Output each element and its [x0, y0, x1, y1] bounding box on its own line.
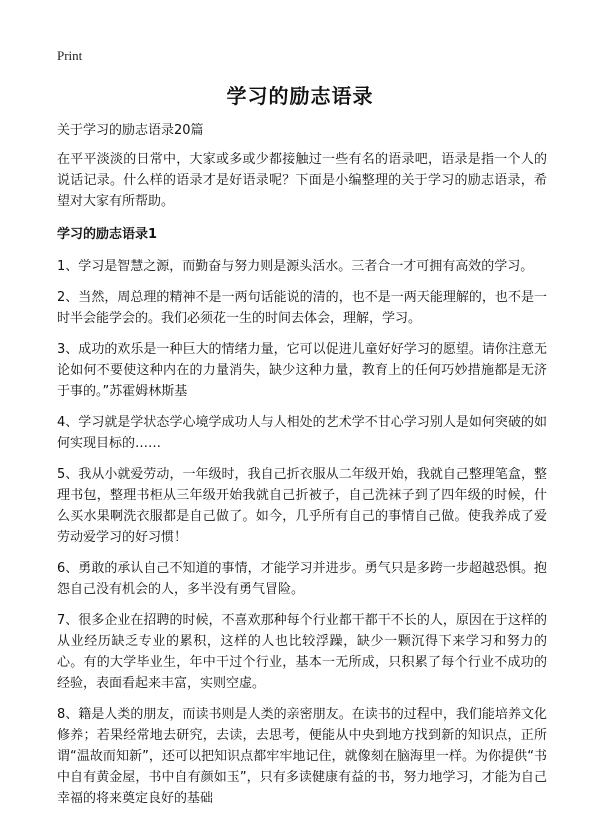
list-item: 1、学习是智慧之源，而勤奋与努力则是源头活水。三者合一才可拥有高效的学习。 — [57, 259, 534, 274]
list-item: 7、很多企业在招聘的时候，不喜欢那种每个行业都干都干不长的人，原因在于这样的从业经历缺乏专业的累积，这样的人也比较浮躁，缺少一颗沉得下来学习和努力的心。有的大学毕业生，年中干过个行业，基本一无所成，只积累了每个行业不成功的经验，表面看起来丰富，实则空虚。 — [57, 613, 547, 691]
article-body — [57, 149, 547, 819]
print-link[interactable]: Print — [57, 48, 83, 63]
subtitle: 关于学习的励志语录20篇 — [57, 123, 204, 138]
list-item: 4、学习就是学状态学心境学成功人与人相处的艺术学不甘心学习别人是如何突破的如何实现目标的…… — [57, 415, 547, 451]
list-item: 2、当然，周总理的精神不是一两句话能说的清的，也不是一两天能理解的，也不是一时半会能学会的。我们必须花一生的时间去体会，理解，学习。 — [57, 290, 547, 326]
list-item: 3、成功的欢乐是一种巨大的情绪力量，它可以促进儿童好好学习的愿望。请你注意无论如何不要使这种内在的力量消失，缺少这种力量，教育上的任何巧妙措施都是无济于事的。”苏霍姆林斯基 — [57, 342, 547, 399]
list-item: 6、勇敢的承认自己不知道的事情，才能学习并进步。勇气只是多跨一步超越恐惧。抱怨自己没有机会的人，多半没有勇气冒险。 — [57, 561, 547, 597]
list-item: 8、籍是人类的朋友，而读书则是人类的亲密朋友。在读书的过程中，我们能培养文化修养；若果经常地去研究，去读，去思考，便能从中央到地方找到新的知识点，正所谓“温故而知新”，还可以把知识点都牢牢地记住，就像刻在脑海里一样。为你提供“书中自有黄金屋，书中自有颜如玉”，只有多读健康有益的书，努力地学习，才能为自己幸福的将来奠定良好的基础 — [57, 707, 547, 806]
list-item: 5、我从小就爱劳动，一年级时，我自己折衣服从二年级开始，我就自己整理笔盒，整理书包，整理书柜从三年级开始我就自己折被子，自己洗袜子到了四年级的时候，什么买水果啊洗衣服都是自己做了。如今，几乎所有自己的事情自己做。使我养成了爱劳动爱学习的好习惯！ — [57, 467, 547, 545]
section-heading: 学习的励志语录1 — [57, 227, 158, 242]
intro-paragraph: 在平平淡淡的日常中，大家或多或少都接触过一些有名的语录吧，语录是指一个人的说话记录。什么样的语录才是好语录呢？下面是小编整理的关于学习的励志语录，希望对大家有所帮助。 — [57, 152, 547, 209]
page-title: 学习的励志语录 — [226, 84, 374, 108]
